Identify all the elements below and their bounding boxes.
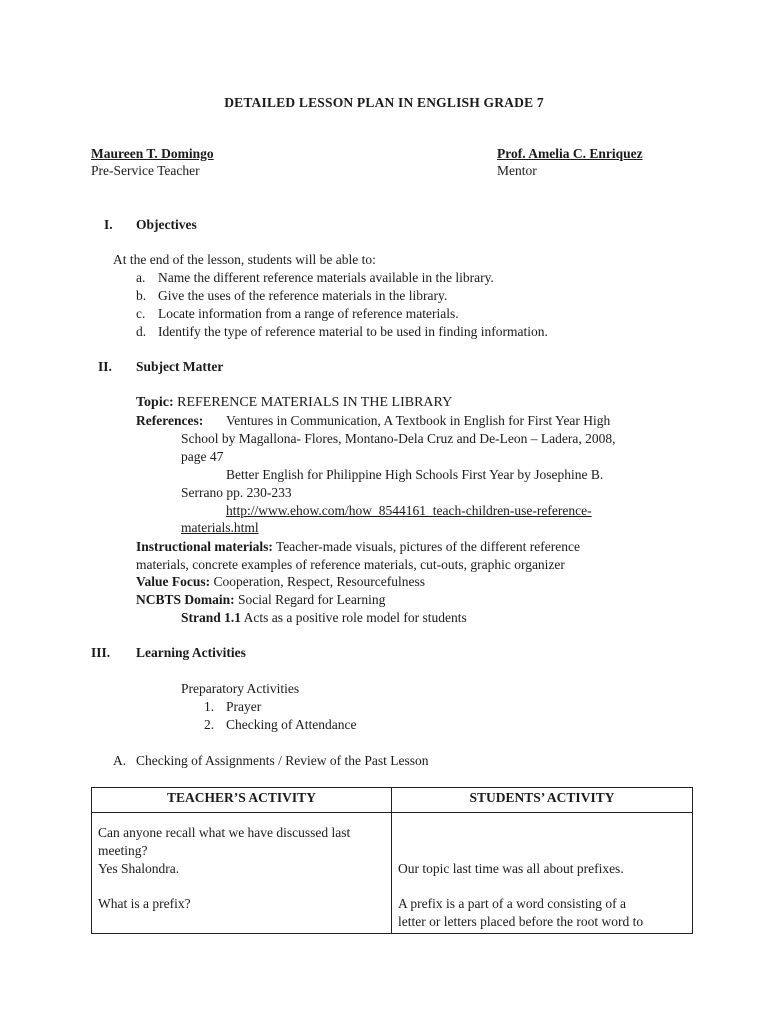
references-label: References: [136,413,204,428]
strand-label: Strand 1.1 [181,610,242,625]
teachers-activity-header: TEACHER’S ACTIVITY [92,788,392,813]
mentor-role: Mentor [497,163,537,178]
student-line: letter or letters placed before the root word to [398,914,644,929]
objective-marker: b. [136,288,147,303]
students-activity-header: STUDENTS’ ACTIVITY [392,788,693,813]
teacher-line: meeting? [98,843,148,858]
prep-item: Prayer [226,699,262,714]
reference-link-line-1[interactable]: http://www.ehow.com/how_8544161_teach-children-use-reference- [226,503,592,518]
teacher-activity-cell [92,813,392,934]
objective-marker: c. [136,306,146,321]
instructional-materials-line-1 [136,538,580,556]
activity-table [91,787,693,934]
student-activity-cell [392,813,693,934]
table-row [92,813,693,934]
objective-marker: d. [136,324,147,339]
instructional-materials-value: Teacher-made visuals, pictures of the different reference [276,539,581,554]
ncbts-domain-label: NCBTS Domain: [136,592,235,607]
reference-link-line-2[interactable]: materials.html [181,520,259,535]
section-2-heading: Subject Matter [136,359,224,374]
ncbts-domain-line [136,591,385,609]
topic-label: Topic: [136,395,174,410]
prep-item-marker: 1. [204,699,215,714]
value-focus-line [136,573,425,591]
value-focus-value: Cooperation, Respect, Resourcefulness [213,574,425,589]
reference-1-line-3: page 47 [181,449,224,464]
teacher-role: Pre-Service Teacher [91,163,200,178]
reference-2-line-1: Better English for Philippine High Schools First Year by Josephine B. [226,467,604,482]
document-title: DETAILED LESSON PLAN IN ENGLISH GRADE 7 [224,95,544,110]
reference-1-line-1: Ventures in Communication, A Textbook in English for First Year High [226,413,611,428]
reference-2-line-2: Serrano pp. 230-233 [181,485,292,500]
student-line: Our topic last time was all about prefixes. [398,861,624,876]
teacher-line: Yes Shalondra. [98,861,180,876]
subsection-a-text: Checking of Assignments / Review of the Past Lesson [136,753,429,768]
ncbts-domain-value: Social Regard for Learning [238,592,386,607]
teacher-name: Maureen T. Domingo [91,146,214,161]
strand-line [181,609,467,627]
reference-1-line-2: School by Magallona- Flores, Montano-Dela Cruz and De-Leon – Ladera, 2008, [181,431,616,446]
objective-item: Name the different reference materials available in the library. [158,270,494,285]
objective-item: Locate information from a range of reference materials. [158,306,459,321]
strand-value: Acts as a positive role model for students [243,610,467,625]
preparatory-activities-heading: Preparatory Activities [181,681,300,696]
section-3-heading: Learning Activities [136,645,246,660]
objectives-intro: At the end of the lesson, students will be able to: [113,252,376,267]
objective-item: Give the uses of the reference materials in the library. [158,288,448,303]
value-focus-label: Value Focus: [136,574,211,589]
instructional-materials-line-2: materials, concrete examples of reference materials, cut-outs, graphic organizer [136,557,565,572]
prep-item-marker: 2. [204,717,215,732]
topic-value: REFERENCE MATERIALS IN THE LIBRARY [177,395,453,410]
section-2-number: II. [98,359,112,374]
subsection-a-marker: A. [113,753,127,768]
objective-item: Identify the type of reference material to be used in finding information. [158,324,548,339]
table-header-row [92,788,693,813]
topic-line [136,394,452,412]
section-1-number: I. [104,217,113,232]
section-1-heading: Objectives [136,217,197,232]
teacher-line: What is a prefix? [98,896,191,911]
section-3-number: III. [91,645,111,660]
objective-marker: a. [136,270,146,285]
student-line: A prefix is a part of a word consisting of a [398,896,626,911]
teacher-line: Can anyone recall what we have discussed last [98,825,351,840]
mentor-name: Prof. Amelia C. Enriquez [497,146,643,161]
instructional-materials-label: Instructional materials: [136,539,273,554]
prep-item: Checking of Attendance [226,717,357,732]
